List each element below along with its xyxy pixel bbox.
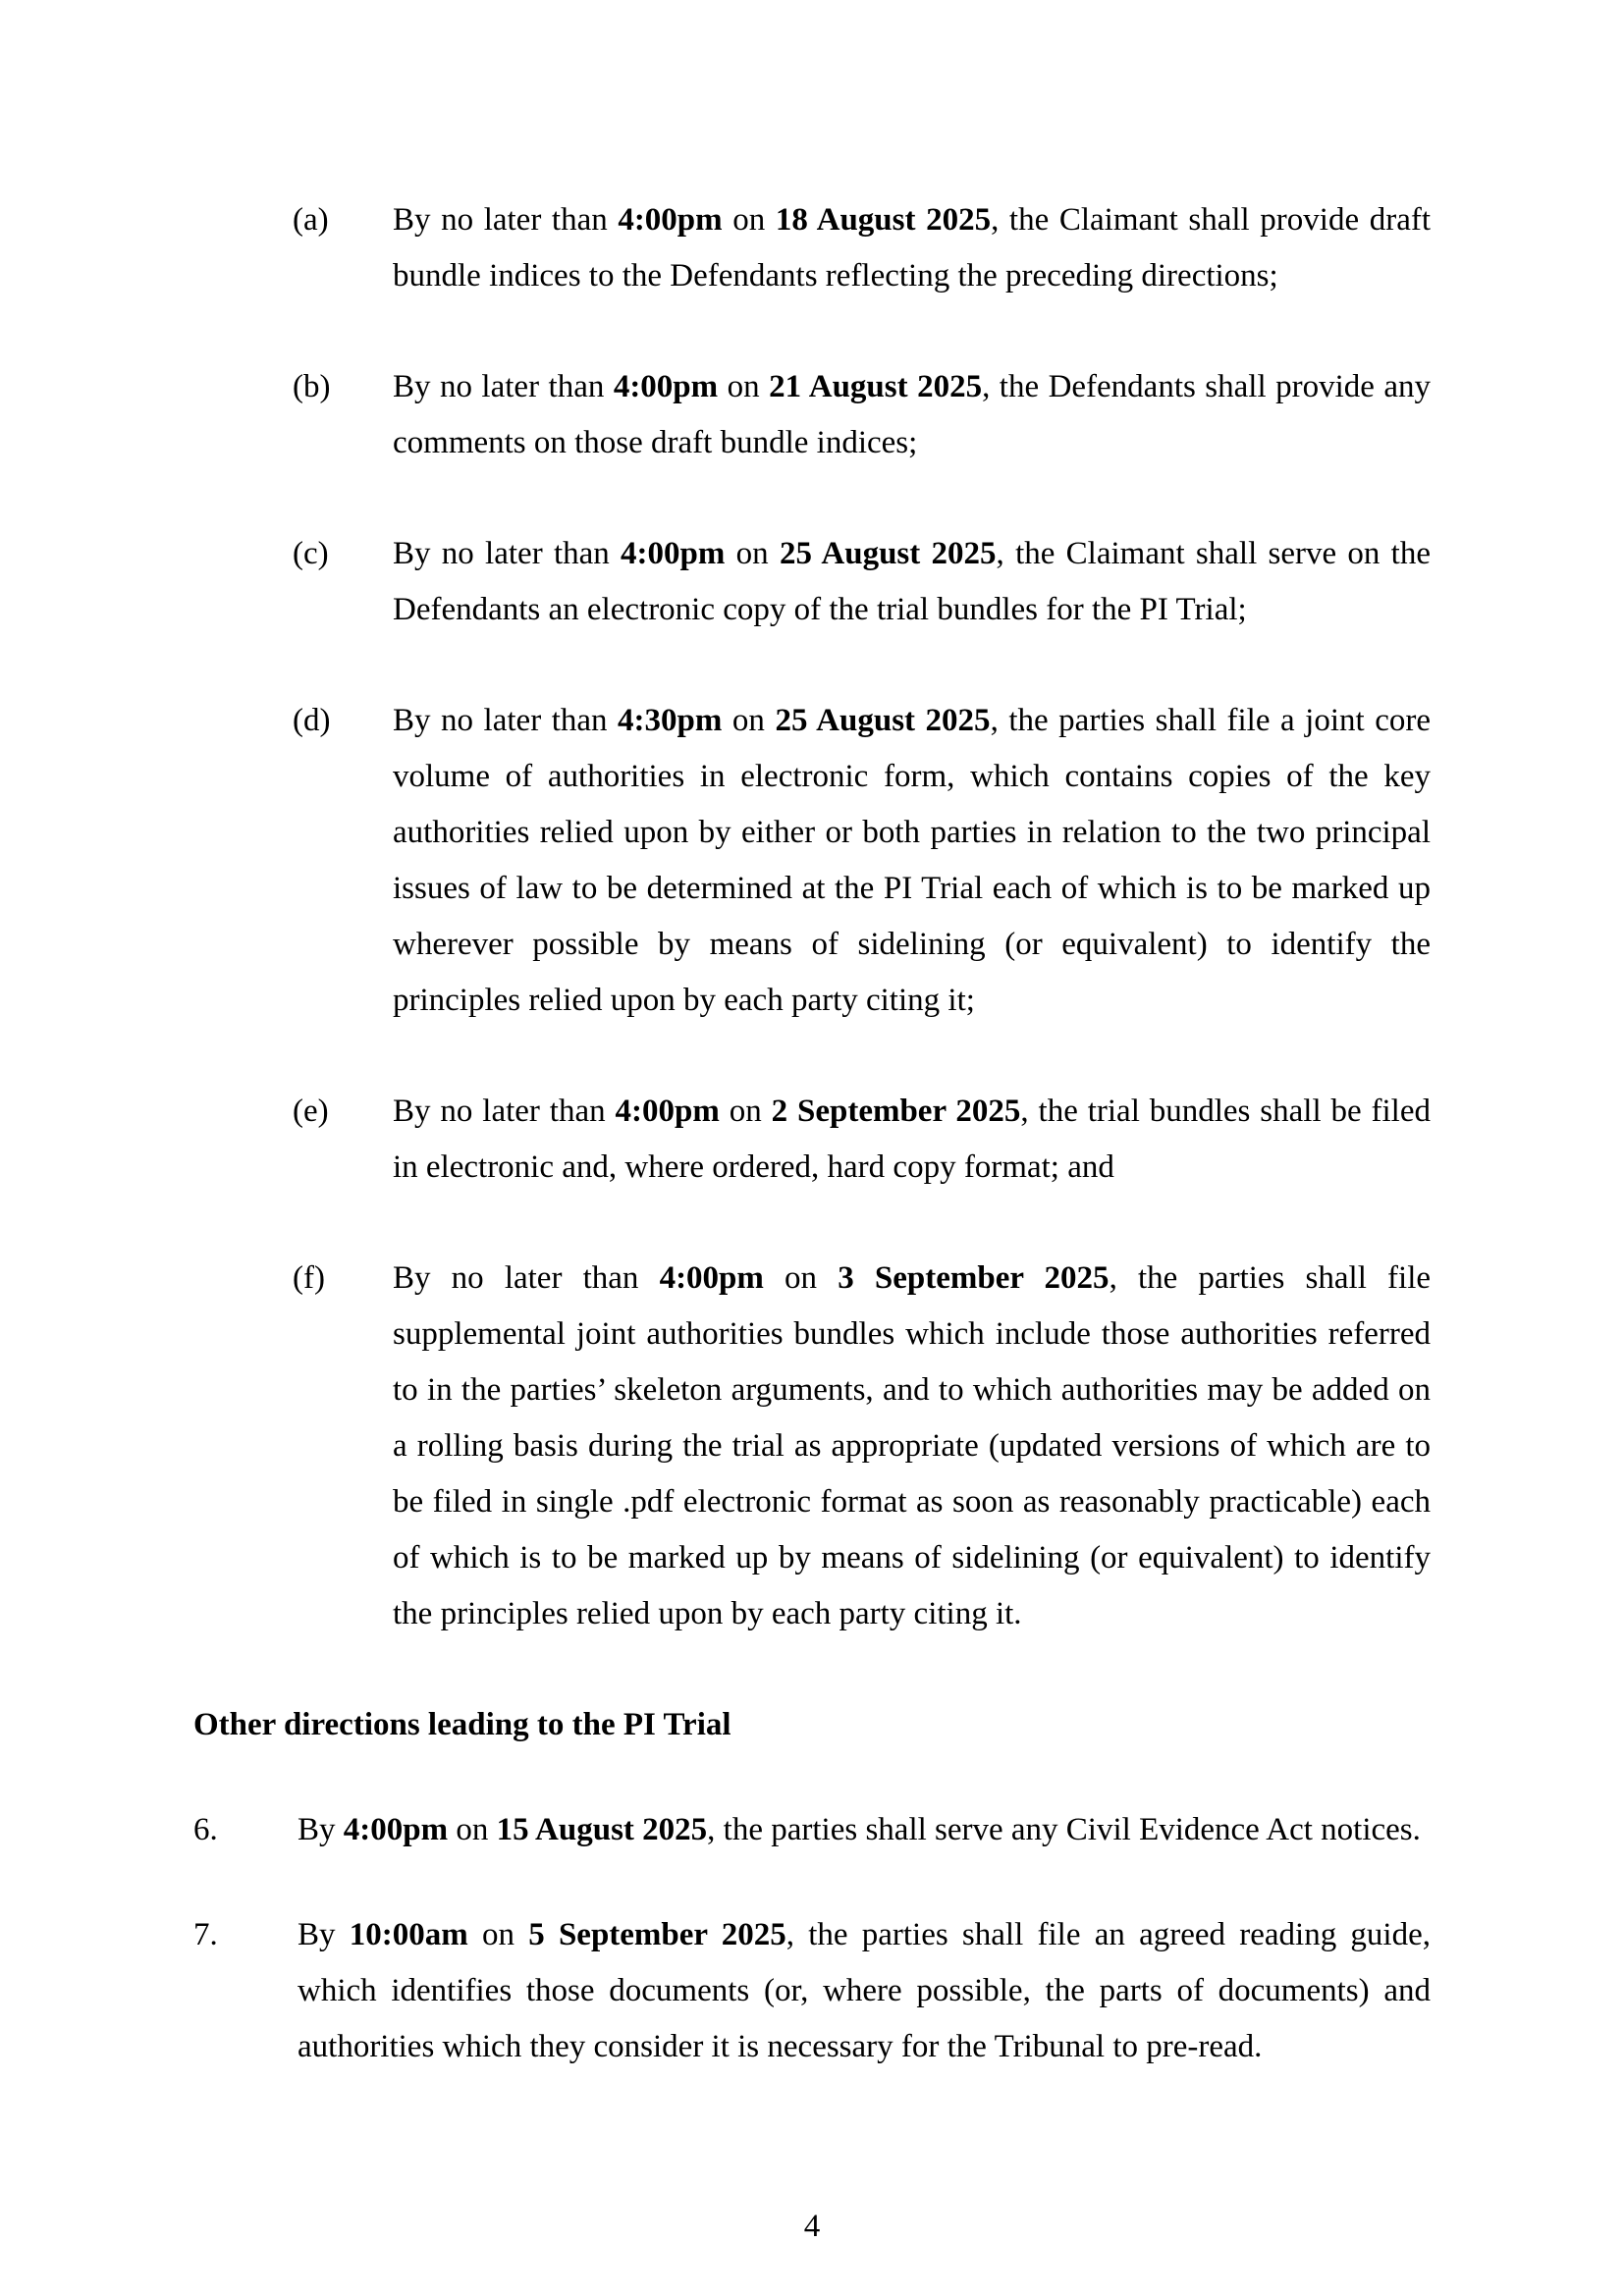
text-segment: , the parties shall serve any Civil Evidence Act notices. [707, 1812, 1421, 1847]
sub-paragraph-item [193, 359, 1431, 471]
sub-paragraph-item [193, 693, 1431, 1029]
bold-text-segment: 25 August 2025 [779, 536, 997, 571]
paragraph-text [393, 693, 1431, 1029]
text-segment: on [467, 1917, 529, 1952]
text-segment: , the parties shall file a joint core volume of authorities in electronic form, which contains copies of the key authorities relied upon by either or both parties in relation to the two principal issues of law to be determined at the PI Trial each of which is to be marked up wherever possible by means of sidelining (or equivalent) to identify the principles relied upon by each party citing it; [393, 703, 1432, 1018]
text-segment: , the Claimant shall provide draft bundle indices to the Defendants reflecting the preceding directions; [393, 202, 1431, 294]
bold-text-segment: 4:30pm [618, 703, 723, 738]
text-segment: on [718, 369, 770, 404]
paragraph-text [393, 192, 1431, 304]
bold-text-segment: 3 September 2025 [838, 1260, 1110, 1296]
paragraph-label: (e) [293, 1094, 329, 1129]
bold-text-segment: 18 August 2025 [775, 202, 992, 238]
paragraph-text [393, 526, 1431, 638]
paragraph-label: (a) [293, 202, 329, 238]
bold-text-segment: 4:00pm [659, 1260, 764, 1296]
text-segment: By no later than [393, 703, 619, 738]
paragraph-label: (c) [293, 536, 329, 571]
text-segment: , the Claimant shall serve on the Defendants an electronic copy of the trial bundles for the PI Trial; [393, 536, 1431, 627]
bold-text-segment: 4:00pm [613, 369, 719, 404]
text-segment: By [298, 1917, 350, 1952]
text-segment: By no later than [393, 202, 619, 238]
text-segment: on [763, 1260, 839, 1296]
bold-text-segment: 4:00pm [343, 1812, 449, 1847]
bold-text-segment: 4:00pm [621, 536, 726, 571]
sub-paragraph-item [193, 526, 1431, 638]
text-segment: , the Defendants shall provide any comments on those draft bundle indices; [393, 369, 1432, 460]
bold-text-segment: 21 August 2025 [769, 369, 983, 404]
text-segment: By no later than [393, 369, 614, 404]
text-segment: on [722, 703, 776, 738]
bold-text-segment: 15 August 2025 [496, 1812, 708, 1847]
paragraph-text [298, 1907, 1431, 2075]
bold-text-segment: 4:00pm [618, 202, 723, 238]
sub-paragraph-item [193, 192, 1431, 304]
text-segment: on [448, 1812, 497, 1847]
numbered-paragraph-item [193, 1802, 1431, 1858]
page-number: 4 [803, 2209, 821, 2244]
bold-text-segment: 4:00pm [615, 1094, 720, 1129]
sub-paragraph-list [193, 192, 1431, 1642]
text-segment: , the parties shall file an agreed reading guide, which identifies those documents (or, where possible, the parts of documents) and authorities which they consider it is necessary for the Tribunal to pre-read. [298, 1917, 1431, 2064]
text-segment: , the trial bundles shall be filed in electronic and, where ordered, hard copy format; and [393, 1094, 1431, 1185]
text-segment: on [725, 536, 780, 571]
text-segment: , the parties shall file supplemental joint authorities bundles which include those authorities referred to in the parties’ skeleton arguments, and to which authorities may be added on a rolling basis during the trial as appropriate (updated versions of which are to be filed in single .pdf electronic format as soon as reasonably practicable) each of which is to be marked up by means of sidelining (or equivalent) to identify the principles relied upon by each party citing it. [393, 1260, 1432, 1631]
sub-paragraph-item [193, 1251, 1431, 1642]
section-heading: Other directions leading to the PI Trial [193, 1707, 731, 1742]
text-segment: on [719, 1094, 772, 1129]
text-segment: By no later than [393, 1260, 660, 1296]
text-segment: By no later than [393, 536, 622, 571]
numbered-paragraph-item [193, 1907, 1431, 2075]
paragraph-text [393, 1084, 1431, 1196]
numbered-paragraph-list [193, 1802, 1431, 2075]
bold-text-segment: 2 September 2025 [771, 1094, 1021, 1129]
paragraph-label: 6. [193, 1812, 218, 1847]
text-segment: By no later than [393, 1094, 616, 1129]
paragraph-label: (f) [293, 1260, 325, 1296]
paragraph-text [298, 1802, 1431, 1858]
paragraph-label: (d) [293, 703, 331, 738]
paragraph-text [393, 1251, 1431, 1642]
bold-text-segment: 5 September 2025 [528, 1917, 786, 1952]
sub-paragraph-item [193, 1084, 1431, 1196]
paragraph-label: 7. [193, 1917, 218, 1952]
bold-text-segment: 25 August 2025 [775, 703, 991, 738]
bold-text-segment: 10:00am [349, 1917, 468, 1952]
paragraph-label: (b) [293, 369, 331, 404]
paragraph-text [393, 359, 1431, 471]
text-segment: By [298, 1812, 344, 1847]
text-segment: on [722, 202, 776, 238]
